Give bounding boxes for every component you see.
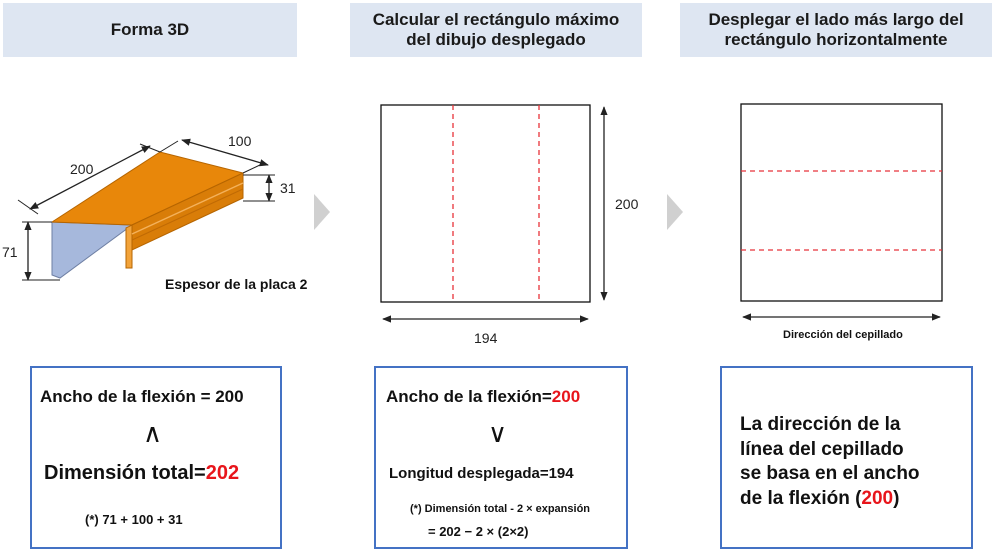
side-face [52, 222, 132, 278]
bent-part-3d [2, 133, 296, 280]
box1-total-prefix: Dimensión total= [44, 462, 206, 484]
unfolded-rectangle [381, 105, 639, 346]
box3-line1: La dirección de la [740, 414, 901, 435]
header-max-rectangle-line2: del dibujo desplegado [406, 30, 586, 49]
box3-text [740, 413, 920, 511]
header-max-rectangle-line1: Calcular el rectángulo máximo [372, 10, 620, 29]
box2-bend-value: 200 [551, 387, 581, 406]
box1-total-value: 202 [205, 462, 240, 484]
header-3d-shape-text: Forma 3D [110, 20, 190, 39]
box1-symbol: ∧ [143, 418, 163, 448]
header-unfold-horizontal-line2: rectángulo horizontalmente [724, 30, 948, 49]
box3-line3: se basa en el ancho [740, 463, 920, 484]
box1-bend-width: Ancho de la flexión = 200 [40, 387, 244, 406]
box2-symbol: ∨ [488, 418, 508, 448]
arrow-chevron-2 [667, 194, 683, 230]
dim-rect-height-label: 200 [615, 196, 639, 212]
box2-bend-width [386, 387, 580, 407]
box2-bend-prefix: Ancho de la flexión= [386, 387, 552, 406]
box2-note: (*) Dimensión total - 2 × expansión [410, 503, 591, 515]
brushing-direction-label: Dirección del cepillado [783, 329, 903, 341]
dim-width-label: 100 [228, 133, 252, 149]
box1-total-dimension [44, 462, 239, 485]
box3-line4-prefix: de la flexión ( [740, 487, 862, 509]
box2-formula: = 202 − 2 × (2×2) [428, 524, 529, 539]
dim-long-label: 200 [70, 161, 94, 177]
box3-line2: línea del cepillado [740, 438, 904, 460]
arrow-chevron-1-b [314, 194, 330, 230]
plate-thickness-label: Espesor de la placa 2 [165, 276, 308, 292]
horizontal-rectangle [741, 104, 942, 317]
box2-unfolded-length: Longitud desplegada=194 [389, 465, 574, 482]
dim-rect-width-label: 194 [474, 330, 498, 346]
box1-formula: (*) 71 + 100 + 31 [85, 512, 183, 527]
box3-line4 [740, 487, 920, 512]
dim-height-label: 71 [2, 244, 18, 260]
box3-line4-value: 200 [861, 487, 894, 509]
box3-line4-suffix: ) [893, 487, 900, 509]
header-unfold-horizontal-line1: Desplegar el lado más largo del [708, 10, 964, 29]
dim-flange-label: 31 [280, 180, 296, 196]
flange-lip [126, 225, 132, 268]
